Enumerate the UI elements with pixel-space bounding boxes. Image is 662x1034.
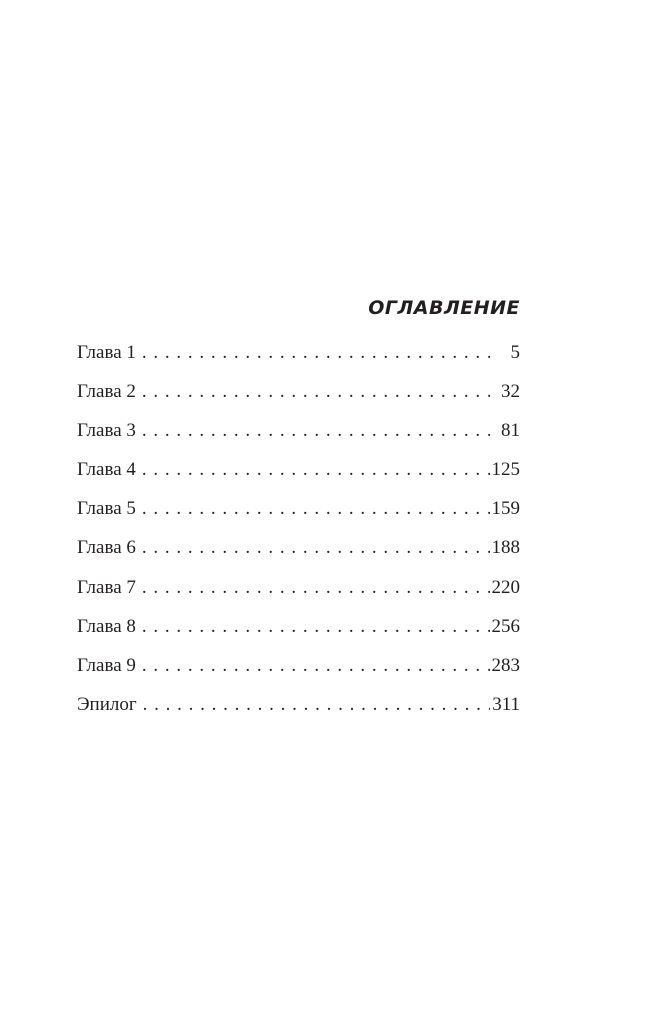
toc-entry-page: 220	[491, 576, 520, 598]
dot-leader	[137, 692, 490, 718]
toc-entry-page: 5	[510, 342, 520, 363]
toc-entry-label: Эпилог	[77, 693, 137, 715]
toc-entry-page: 188	[491, 537, 520, 559]
toc-entry-label: Глава 9	[77, 654, 136, 676]
toc-entry-label: Глава 3	[77, 420, 136, 442]
toc-entry-page: 125	[491, 459, 520, 481]
toc-entry-label: Глава 5	[77, 498, 136, 520]
toc-entry-page: 159	[491, 498, 520, 520]
dot-leader	[136, 614, 490, 640]
toc-entry-page: 256	[491, 615, 520, 637]
dot-leader	[136, 653, 490, 679]
toc-entry-label: Глава 2	[77, 381, 136, 403]
toc-entry-label: Глава 8	[77, 615, 136, 637]
toc-entry-epilogue[interactable]	[77, 692, 520, 731]
toc-entry-page: 311	[492, 693, 520, 715]
toc-entry-page: 283	[491, 654, 520, 676]
toc-title: ОГЛАВЛЕНИЕ	[368, 297, 520, 319]
toc-entry-chapter-1[interactable]	[77, 340, 520, 379]
toc-entry-label: Глава 4	[77, 459, 136, 481]
dot-leader	[136, 340, 490, 366]
toc-entry-page: 32	[501, 381, 520, 403]
dot-leader	[136, 535, 490, 561]
toc-entry-label: Глава 6	[77, 537, 136, 559]
toc-entry-label: Глава 7	[77, 576, 136, 598]
dot-leader	[136, 457, 490, 483]
toc-entry-chapter-4[interactable]	[77, 457, 520, 496]
toc-entry-chapter-9[interactable]	[77, 653, 520, 692]
dot-leader	[136, 379, 490, 405]
toc-entry-chapter-3[interactable]	[77, 418, 520, 457]
toc-entry-label: Глава 1	[77, 342, 136, 363]
toc-list	[77, 340, 520, 731]
dot-leader	[136, 496, 490, 522]
toc-entry-chapter-2[interactable]	[77, 379, 520, 418]
toc-entry-chapter-7[interactable]	[77, 575, 520, 614]
toc-entry-chapter-6[interactable]	[77, 535, 520, 574]
dot-leader	[136, 418, 490, 444]
toc-entry-chapter-8[interactable]	[77, 614, 520, 653]
dot-leader	[136, 575, 490, 601]
toc-entry-page: 81	[501, 420, 520, 442]
toc-entry-chapter-5[interactable]	[77, 496, 520, 535]
